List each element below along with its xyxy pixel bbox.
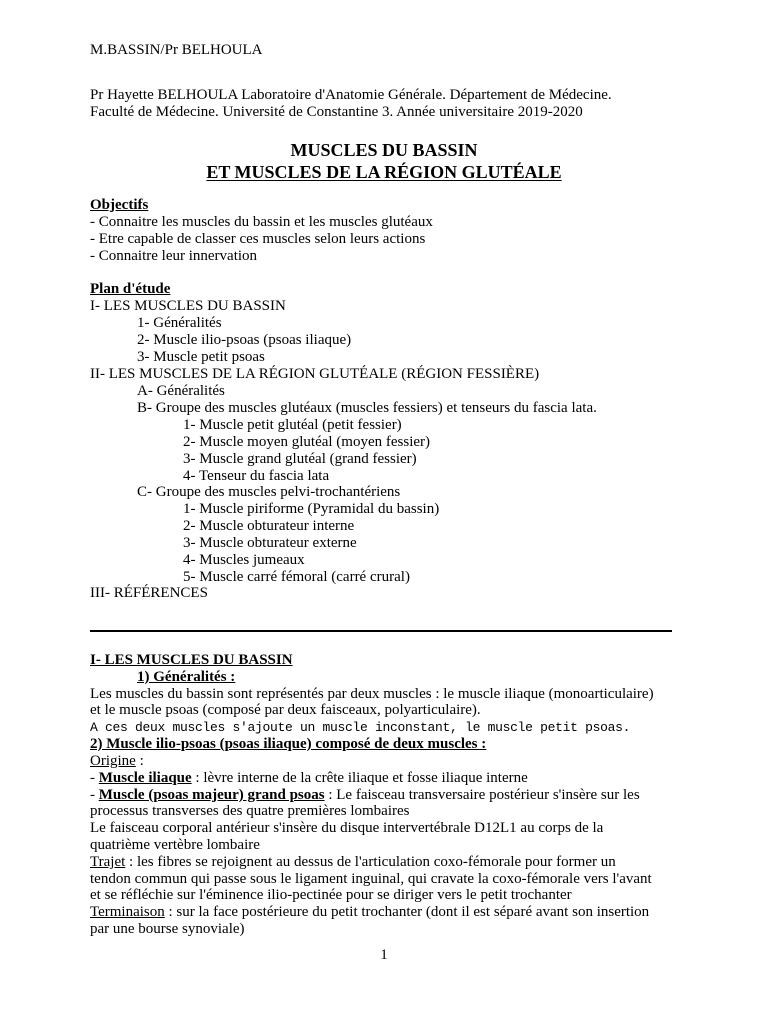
psoas-dash: -: [90, 787, 99, 803]
iliaque-text: : lèvre interne de la crête iliaque et fosse iliaque interne: [191, 770, 528, 786]
plan-item: 5- Muscle carré fémoral (carré crural): [183, 569, 410, 585]
paragraph-line: quatrième vertèbre lombaire: [90, 837, 260, 853]
plan-section-1: I- LES MUSCLES DU BASSIN: [90, 298, 286, 314]
plan-item: 2- Muscle obturateur interne: [183, 518, 355, 534]
plan-subsection-c: C- Groupe des muscles pelvi-trochantériens: [137, 484, 401, 500]
psoas-label: Muscle (psoas majeur) grand psoas: [98, 787, 325, 803]
plan-item: 3- Muscle obturateur externe: [183, 535, 357, 551]
horizontal-divider: [90, 630, 672, 632]
plan-item: 4- Tenseur du fascia lata: [183, 468, 330, 484]
plan-section-3: III- RÉFÉRENCES: [90, 585, 208, 601]
plan-subsection-a: A- Généralités: [137, 383, 225, 399]
plan-item: 1- Muscle petit glutéal (petit fessier): [183, 417, 402, 433]
trajet-label: Trajet: [90, 854, 126, 870]
header-affiliation-line2: Faculté de Médecine. Université de Constantine 3. Année universitaire 2019-2020: [90, 104, 583, 120]
paragraph-line: tendon commun qui passe sous le ligament inguinal, qui cravate la coxo-fémorale vers l'avant: [90, 871, 652, 887]
terminaison-line: [90, 904, 649, 921]
origine-label: Origine: [90, 753, 136, 769]
plan-item: 3- Muscle grand glutéal (grand fessier): [183, 451, 417, 467]
plan-item: 3- Muscle petit psoas: [137, 349, 265, 365]
iliaque-label: Muscle iliaque: [98, 770, 192, 786]
paragraph-line: et se réfléchie sur l'éminence ilio-pectinée pour se diriger vers le petit trochanter: [90, 887, 572, 903]
plan-item: 2- Muscle moyen glutéal (moyen fessier): [183, 434, 431, 450]
paragraph-line: processus transverses des quatre premières lombaires: [90, 803, 410, 819]
origine-line: [90, 753, 144, 770]
psoas-text: : Le faisceau transversaire postérieur s'insère sur les: [324, 787, 640, 803]
terminaison-text: : sur la face postérieure du petit trochanter (dont il est séparé avant son insertion: [164, 904, 650, 920]
paragraph-line: Les muscles du bassin sont représentés par deux muscles : le muscle iliaque (monoarticulaire): [90, 686, 654, 702]
title-line2: ET MUSCLES DE LA RÉGION GLUTÉALE: [206, 162, 562, 182]
plan-item: 1- Généralités: [137, 315, 222, 331]
trajet-text: : les fibres se rejoignent au dessus de l'articulation coxo-fémorale pour former un: [125, 854, 616, 870]
plan-item: 1- Muscle piriforme (Pyramidal du bassin): [183, 501, 440, 517]
origine-suffix: :: [135, 753, 144, 769]
objectif-item: - Connaitre les muscles du bassin et les muscles glutéaux: [90, 214, 433, 230]
plan-subsection-b: B- Groupe des muscles glutéaux (muscles fessiers) et tenseurs du fascia lata.: [137, 400, 597, 416]
objectif-item: - Connaitre leur innervation: [90, 248, 258, 264]
iliaque-line: [90, 770, 528, 787]
plan-section-2: II- LES MUSCLES DE LA RÉGION GLUTÉALE (RÉGION FESSIÈRE): [90, 366, 540, 382]
page-number: 1: [380, 947, 388, 963]
generalites-heading: 1) Généralités :: [137, 669, 236, 685]
psoas-line: [90, 787, 640, 804]
plan-item: 2- Muscle ilio-psoas (psoas iliaque): [137, 332, 352, 348]
objectifs-heading: Objectifs: [90, 197, 149, 213]
trajet-line: [90, 854, 616, 871]
paragraph-line: par une bourse synoviale): [90, 921, 245, 937]
plan-heading: Plan d'étude: [90, 281, 171, 297]
header-author: M.BASSIN/Pr BELHOULA: [90, 42, 263, 58]
iliaque-dash: -: [90, 770, 99, 786]
iliopsoas-heading: 2) Muscle ilio-psoas (psoas iliaque) composé de deux muscles :: [90, 736, 487, 752]
paragraph-line: A ces deux muscles s'ajoute un muscle inconstant, le muscle petit psoas.: [90, 720, 631, 735]
paragraph-line: et le muscle psoas (composé par deux faisceaux, polyarticulaire).: [90, 702, 481, 718]
objectif-item: - Etre capable de classer ces muscles selon leurs actions: [90, 231, 426, 247]
title-line1: MUSCLES DU BASSIN: [290, 140, 478, 160]
paragraph-line: Le faisceau corporal antérieur s'insère du disque intervertébrale D12L1 au corps de la: [90, 820, 604, 836]
section-heading: I- LES MUSCLES DU BASSIN: [90, 652, 293, 668]
header-affiliation-line1: Pr Hayette BELHOULA Laboratoire d'Anatomie Générale. Département de Médecine.: [90, 87, 612, 103]
plan-item: 4- Muscles jumeaux: [183, 552, 305, 568]
terminaison-label: Terminaison: [90, 904, 165, 920]
